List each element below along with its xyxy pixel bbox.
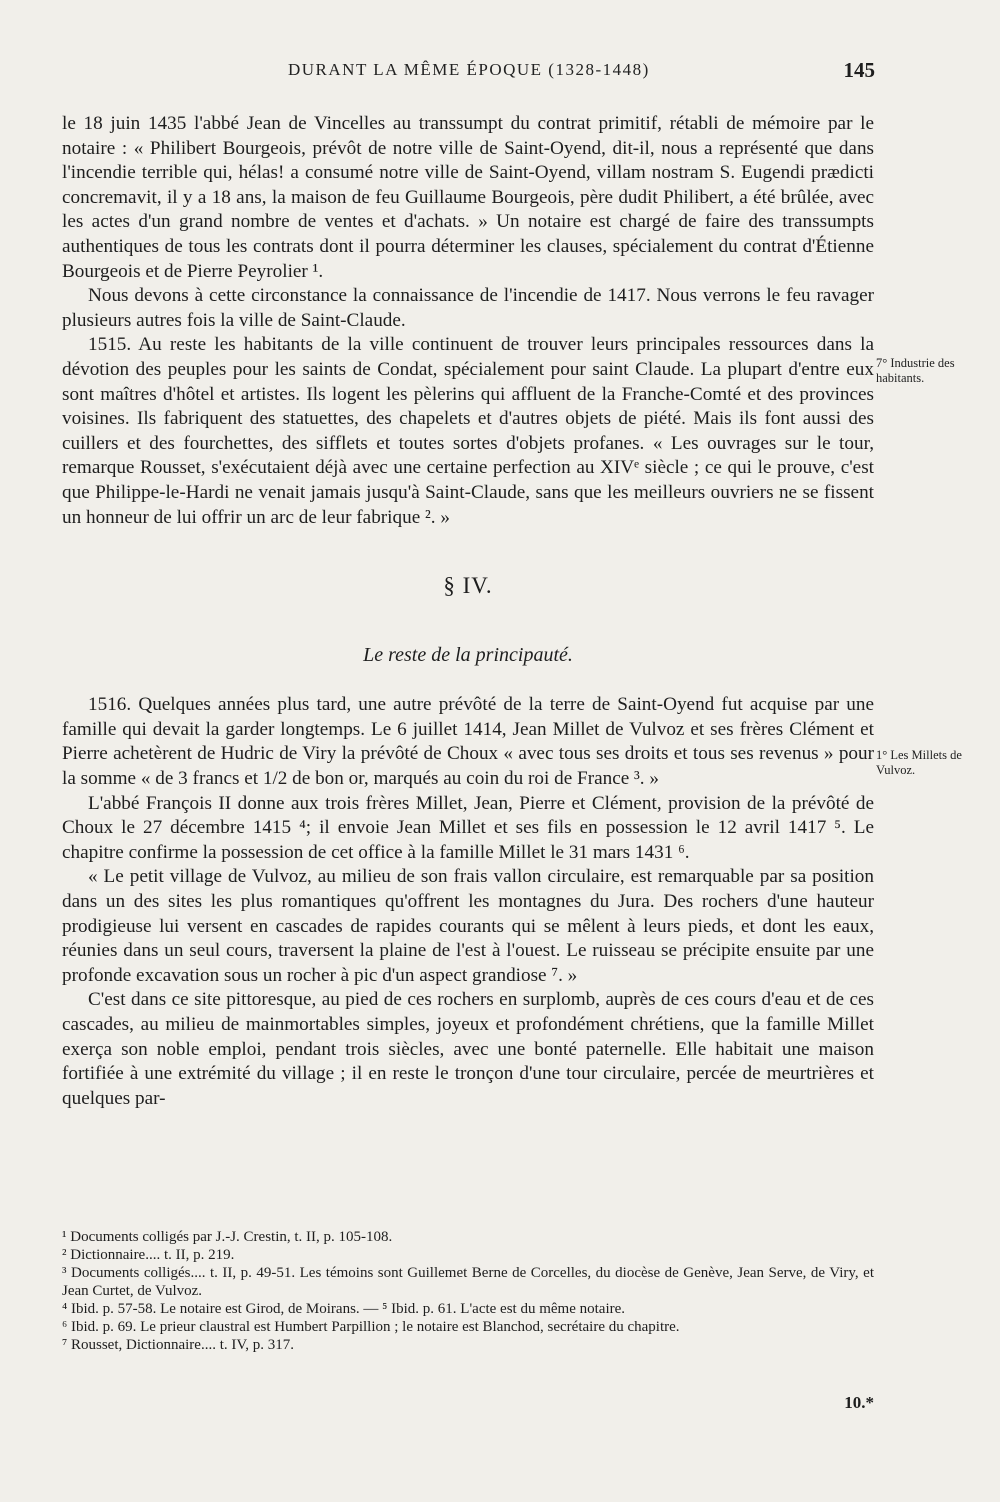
paragraph-5: L'abbé François II donne aux trois frères Millet, Jean, Pierre et Clément, provision de la prévôté de Choux le 27 décembre 1415 ⁴; il envoie Jean Millet et ses fils en possession le 12 avril 1417 ⁵. Le chapitre confirme la possession de cet office à la famille Millet le 31 mars 1431 ⁶. bbox=[62, 792, 874, 863]
section-heading: § IV. bbox=[443, 573, 493, 599]
margin-note-industries: 7° Industrie des habitants. bbox=[876, 356, 955, 385]
paragraph-7: C'est dans ce site pittoresque, au pied de ces rochers en surplomb, auprès de ces cours d'eau et de ces cascades, au milieu de mainmortables simples, joyeux et profondément chrétiens, que la famille Millet exerça son noble emploi, pendant trois siècles, avec une bonté paternelle. Elle habitait une maison fortifiée à une extrémité du village ; il en reste le tronçon d'une tour circulaire, percée de meurtrières et quelques par- bbox=[62, 989, 874, 1109]
signature-mark: 10.* bbox=[844, 1393, 874, 1412]
footnote-5: ⁶ Ibid. p. 69. Le prieur claustral est Humbert Parpillion ; le notaire est Blanchod, secrétaire du chapitre. bbox=[62, 1319, 680, 1335]
footnote-1: ¹ Documents colligés par J.-J. Crestin, t. II, p. 105-108. bbox=[62, 1229, 393, 1245]
footnote-6: ⁷ Rousset, Dictionnaire.... t. IV, p. 317. bbox=[62, 1337, 295, 1353]
margin-note-millet: 1° Les Millets de Vulvoz. bbox=[876, 748, 962, 777]
paragraph-2: Nous devons à cette circonstance la connaissance de l'incendie de 1417. Nous verrons le feu ravager plusieurs autres fois la ville de Saint-Claude. bbox=[62, 285, 874, 331]
paragraph-6: « Le petit village de Vulvoz, au milieu de son frais vallon circulaire, est remarquable par sa position dans un des sites les plus romantiques qu'offrent les montagnes du Jura. Des rochers d'une hauteur prodigieuse lui versent en cascades de rapides courants qui se mêlent à leurs pieds, et dont les eaux, réunies dans un seul cours, traversent la plaine de l'est à l'ouest. Le ruisseau se précipite ensuite par une profonde excavation sous un rocher à pic d'un aspect grandiose ⁷. » bbox=[62, 866, 874, 986]
footnote-3: ³ Documents colligés.... t. II, p. 49-51. Les témoins sont Guillemet Berne de Corcelles, du diocèse de Genève, Jean Serve, de Viry, et Jean Curtet, de Vulvoz. bbox=[62, 1265, 874, 1299]
running-title: DURANT LA MÊME ÉPOQUE (1328-1448) bbox=[288, 60, 650, 79]
footnotes bbox=[62, 1228, 874, 1354]
page-number: 145 bbox=[843, 58, 875, 82]
paragraph-1: le 18 juin 1435 l'abbé Jean de Vincelles au transsumpt du contrat primitif, rétabli de mémoire par le notaire : « Philibert Bourgeois, prévôt de notre ville de Saint-Oyend, dit-il, nous a représenté que dans l'incendie terrible qui, hélas! a consumé notre ville de Saint-Oyend, villam nostram S. Eugendi prædicti concremavit, il y a 18 ans, la maison de feu Guillaume Bourgeois, père dudit Philibert, a été brûlée, avec les actes d'un grand nombre de ventes et d'achats. » Un notaire est chargé de faire des transsumpts authentiques de tous les contrats dont il pourra déterminer les clauses, spécialement du contrat d'Étienne Bourgeois et de Pierre Peyrolier ¹. bbox=[62, 113, 874, 282]
paragraph-4: 1516. Quelques années plus tard, une autre prévôté de la terre de Saint-Oyend fut acquise par une famille qui devait la garder longtemps. Le 6 juillet 1414, Jean Millet de Vulvoz et ses frères Clément et Pierre achetèrent de Hudric de Viry la prévôté de Choux « avec tous ses droits et tous ses revenus » pour la somme « de 3 francs et 1/2 de bon or, marqués au coin du roi de France ³. » bbox=[62, 694, 874, 790]
section-subtitle: Le reste de la principauté. bbox=[363, 643, 573, 666]
footnote-4: ⁴ Ibid. p. 57-58. Le notaire est Girod, de Moirans. — ⁵ Ibid. p. 61. L'acte est du même notaire. bbox=[62, 1301, 626, 1317]
main-text bbox=[62, 112, 874, 1111]
page-header bbox=[0, 60, 1000, 100]
footnote-2: ² Dictionnaire.... t. II, p. 219. bbox=[62, 1247, 235, 1263]
paragraph-3: 1515. Au reste les habitants de la ville continuent de trouver leurs principales ressources dans la dévotion des peuples pour les saints de Condat, spécialement pour saint Claude. La plupart d'entre eux sont maîtres d'hôtel et artistes. Ils logent les pèlerins qui affluent de la Franche-Comté et des provinces voisines. Ils fabriquent des statuettes, des chapelets et d'autres objets de piété. Mais ils font aussi des cuillers et des fourchettes, des sifflets et toutes sortes d'objets profanes. « Les ouvrages sur le tour, remarque Rousset, s'exécutaient déjà avec une certaine perfection au XIVᵉ siècle ; ce qui le prouve, c'est que Philippe-le-Hardi ne venait jamais jusqu'à Saint-Claude, sans que les meilleurs ouvriers ne se fissent un honneur de lui offrir un arc de leur fabrique ². » bbox=[62, 334, 874, 528]
